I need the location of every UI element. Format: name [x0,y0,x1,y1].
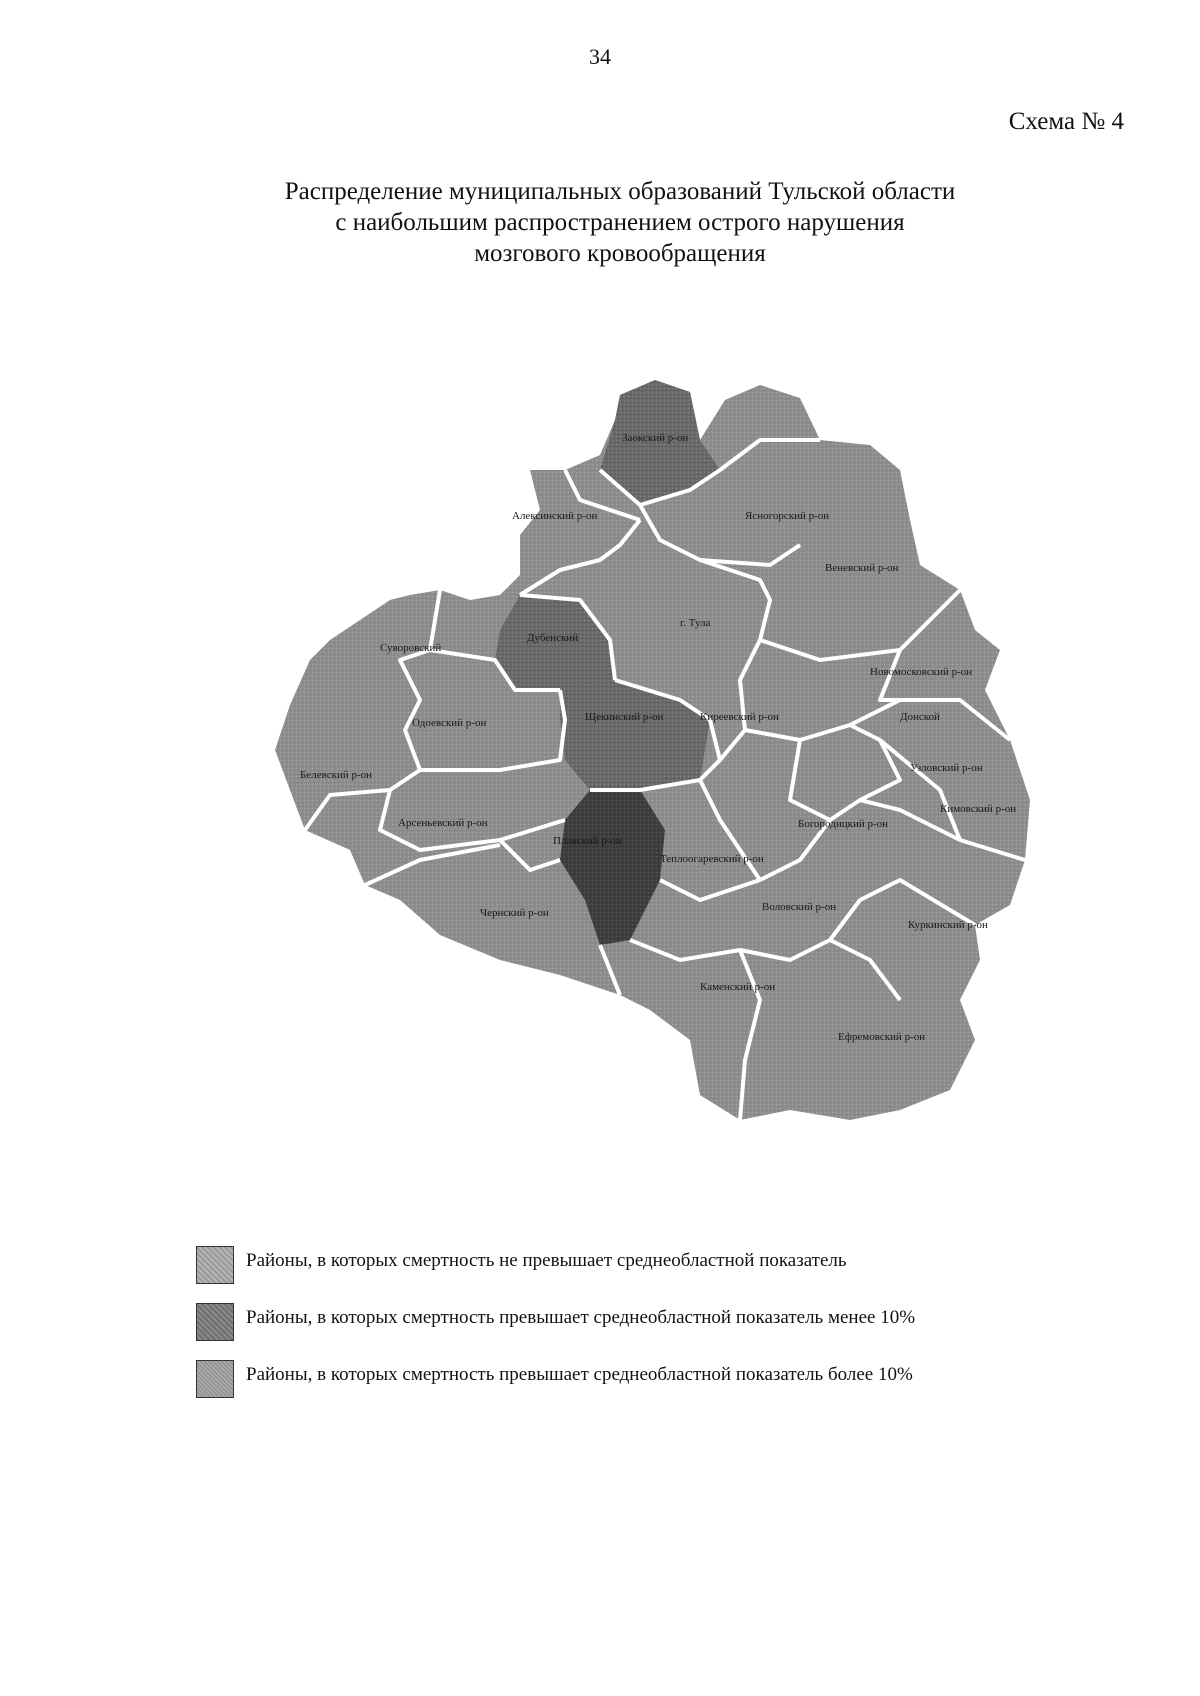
label-venevsky: Веневский р-он [825,562,899,574]
label-suvorovsky: Суворовский [380,642,442,654]
title-line-2: с наибольшим распространением острого нарушения [335,209,905,236]
label-efremovsky: Ефремовский р-он [838,1031,926,1043]
label-arsenyevsky: Арсеньевский р-он [398,817,488,829]
label-teploogarevsky: Теплоогаревский р-он [660,853,764,865]
label-bogoroditsky: Богородицкий р-он [798,818,889,830]
map-legend [196,1246,1096,1417]
label-kamensky: Каменский р-он [700,981,776,993]
label-odoevsky: Одоевский р-он [412,717,487,729]
label-zaoksky: Заокский р-он [622,432,689,444]
schema-label: Схема № 4 [1008,108,1124,135]
legend-item [196,1360,1096,1400]
label-aleksinsky: Алексинский р-он [512,510,598,522]
title-line-1: Распределение муниципальных образований Тульской области [284,178,956,205]
label-chernsky: Чернский р-он [480,907,549,919]
legend-item [196,1303,1096,1343]
legend-item [196,1246,1096,1286]
label-belevsky: Белевский р-он [300,769,372,781]
label-kimovsky: Кимовский р-он [940,803,1017,815]
label-plavsky: Плавский р-он [553,835,622,847]
label-yasnogorsky: Ясногорский р-он [745,510,830,522]
label-uzlovsky: Узловский р-он [910,762,983,774]
legend-text: Районы, в которых смертность не превышает среднеобластной показатель [246,1250,847,1271]
label-tula: г. Тула [680,617,711,629]
legend-swatch [196,1360,234,1398]
title-line-3: мозгового кровообращения [474,240,766,267]
legend-swatch [196,1246,234,1284]
label-shchekinsky: Щекинский р-он [585,711,664,723]
legend-text: Районы, в которых смертность превышает среднеобластной показатель менее 10% [246,1307,916,1328]
legend-text: Районы, в которых смертность превышает среднеобластной показатель более 10% [246,1364,913,1385]
label-volovsky: Воловский р-он [762,901,837,913]
label-kireevsky: Киреевский р-он [700,711,779,723]
label-donskoy: Донской [900,711,940,723]
label-dubensky: Дубенский [527,632,579,644]
label-kurkinsky: Куркинский р-он [908,919,988,931]
page-number: 34 [589,44,611,69]
label-novomoskovsky: Новомосковский р-он [870,666,973,678]
legend-swatch [196,1303,234,1341]
